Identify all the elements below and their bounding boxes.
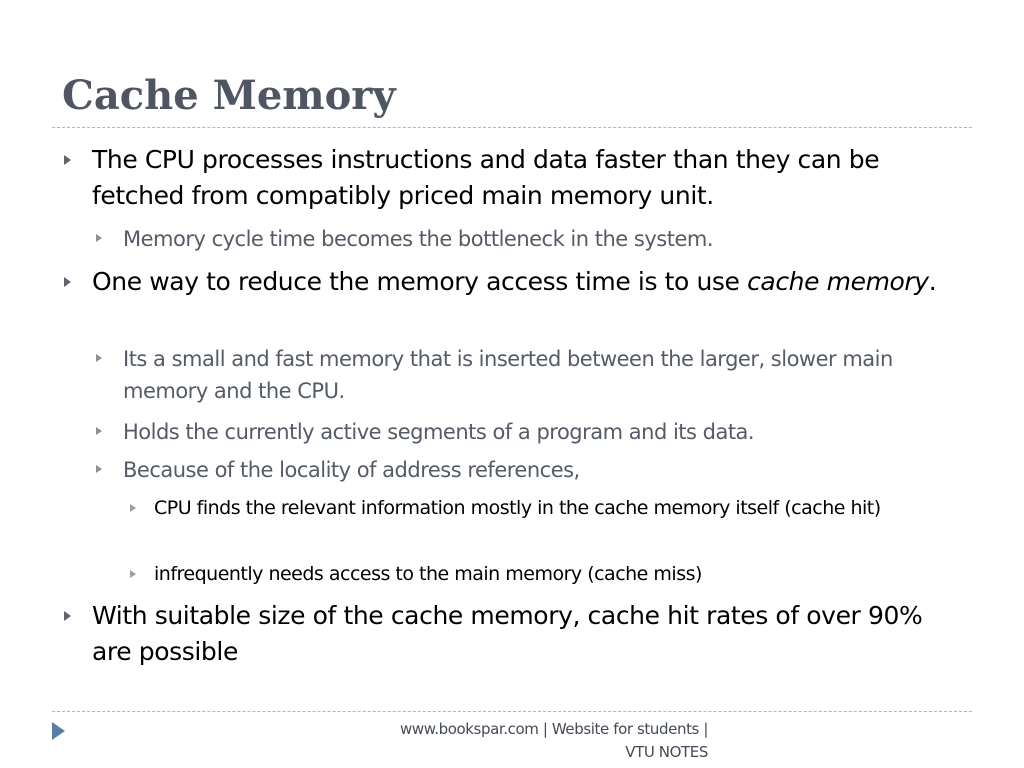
bullet-point-1: The CPU processes instructions and data faster than they can be fetched from compatibly priced main memory unit. bbox=[92, 145, 880, 210]
footer-line-1: www.bookspar.com | Website for students | bbox=[399, 720, 708, 738]
bullet-arrow-icon bbox=[64, 155, 71, 165]
bullet-point-2-text: One way to reduce the memory access time is to use bbox=[92, 267, 748, 296]
sub-bullet-arrow-icon bbox=[96, 354, 102, 362]
sub-bullet-arrow-icon bbox=[96, 465, 102, 473]
sub-point-2-3-1: CPU finds the relevant information mostly in the cache memory itself (cache hit) bbox=[154, 497, 881, 519]
bullet-point-2 bbox=[92, 264, 952, 300]
bullet-point-2-end: . bbox=[928, 267, 937, 296]
sub-point-2-3: Because of the locality of address references, bbox=[123, 458, 580, 482]
footer-divider bbox=[52, 711, 972, 712]
sub-point-2-1: Its a small and fast memory that is inserted between the larger, slower main memory and the CPU. bbox=[123, 347, 893, 403]
sub-point-1-1: Memory cycle time becomes the bottleneck in the system. bbox=[123, 227, 713, 251]
title-divider bbox=[52, 127, 972, 128]
bullet-arrow-icon bbox=[64, 277, 71, 287]
slide-title: Cache Memory bbox=[62, 72, 396, 119]
bullet-point-3: With suitable size of the cache memory, cache hit rates of over 90% are possible bbox=[92, 601, 923, 666]
sub-sub-bullet-arrow-icon bbox=[130, 504, 136, 512]
cache-memory-term: cache memory bbox=[747, 267, 929, 296]
footer-line-2: VTU NOTES bbox=[625, 743, 708, 761]
play-arrow-icon bbox=[52, 722, 65, 740]
footer-text bbox=[330, 718, 708, 764]
sub-sub-bullet-arrow-icon bbox=[130, 570, 136, 578]
sub-point-2-3-2: infrequently needs access to the main memory (cache miss) bbox=[154, 563, 702, 585]
sub-bullet-arrow-icon bbox=[96, 234, 102, 242]
bullet-arrow-icon bbox=[64, 611, 71, 621]
sub-bullet-arrow-icon bbox=[96, 427, 102, 435]
sub-point-2-2: Holds the currently active segments of a program and its data. bbox=[123, 420, 755, 444]
